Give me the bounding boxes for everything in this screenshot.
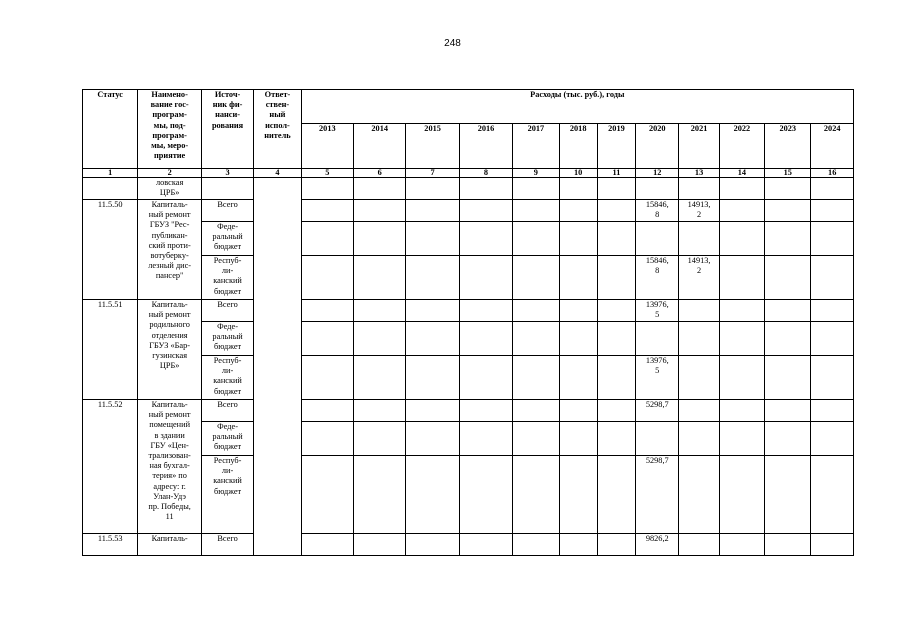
value-cell (513, 178, 559, 200)
value-cell (636, 178, 679, 200)
table-row (83, 300, 854, 322)
value-cell-2024 (811, 256, 854, 300)
value-cell (765, 178, 811, 200)
value-cell-2020: 5298,7 (636, 400, 679, 422)
column-number-3: 3 (201, 169, 253, 178)
value-cell-2018 (559, 422, 597, 456)
header-year-2016: 2016 (459, 124, 512, 169)
value-cell-2017 (513, 200, 559, 222)
value-cell-2013 (301, 222, 353, 256)
column-number-6: 6 (354, 169, 406, 178)
value-cell-2018 (559, 200, 597, 222)
value-cell-2018 (559, 456, 597, 534)
column-number-13: 13 (679, 169, 719, 178)
value-cell-2013 (301, 256, 353, 300)
value-cell-2016 (459, 456, 512, 534)
value-cell-2021: 14913, 2 (679, 200, 719, 222)
value-cell-2021 (679, 400, 719, 422)
header-status: Статус (83, 90, 138, 169)
value-cell-2014 (354, 456, 406, 534)
column-number-15: 15 (765, 169, 811, 178)
value-cell-2016 (459, 322, 512, 356)
value-cell-2024 (811, 400, 854, 422)
value-cell-2013 (301, 400, 353, 422)
value-cell-2018 (559, 400, 597, 422)
value-cell-2019 (597, 356, 635, 400)
value-cell-2017 (513, 400, 559, 422)
value-cell-2024 (811, 422, 854, 456)
value-cell (811, 178, 854, 200)
value-cell-2022 (719, 256, 764, 300)
value-cell-2023 (765, 322, 811, 356)
value-cell-2016 (459, 256, 512, 300)
source-cell: Респуб- ли- канский бюджет (201, 356, 253, 400)
column-number-7: 7 (406, 169, 459, 178)
header-source: Источ- ник фи- нанси- рования (201, 90, 253, 169)
header-year-2023: 2023 (765, 124, 811, 169)
value-cell-2021 (679, 456, 719, 534)
source-cell: Респуб- ли- канский бюджет (201, 256, 253, 300)
activity-name-cell: Капиталь- ный ремонт родильного отделения ГБУЗ «Бар- гузинская ЦРБ» (138, 300, 201, 400)
value-cell-2023 (765, 534, 811, 556)
value-cell-2014 (354, 256, 406, 300)
value-cell-2021: 14913, 2 (679, 256, 719, 300)
value-cell-2018 (559, 222, 597, 256)
source-cell-empty (201, 178, 253, 200)
value-cell-2014 (354, 300, 406, 322)
value-cell-2014 (354, 422, 406, 456)
value-cell-2023 (765, 422, 811, 456)
value-cell-2017 (513, 534, 559, 556)
value-cell-2018 (559, 534, 597, 556)
value-cell-2019 (597, 456, 635, 534)
value-cell-2023 (765, 356, 811, 400)
column-number-1: 1 (83, 169, 138, 178)
value-cell-2015 (406, 400, 459, 422)
value-cell-2019 (597, 300, 635, 322)
value-cell-2016 (459, 300, 512, 322)
value-cell (679, 178, 719, 200)
value-cell-2019 (597, 200, 635, 222)
status-cell: 11.5.50 (83, 200, 138, 300)
value-cell-2017 (513, 322, 559, 356)
header-year-2024: 2024 (811, 124, 854, 169)
value-cell-2018 (559, 300, 597, 322)
value-cell-2023 (765, 300, 811, 322)
value-cell-2024 (811, 356, 854, 400)
source-cell: Феде- ральный бюджет (201, 322, 253, 356)
value-cell-2019 (597, 322, 635, 356)
activity-name-cell: Капиталь- ный ремонт ГБУЗ "Рес- публикан- ский проти- вотуберку- лезный дис- пансер" (138, 200, 201, 300)
value-cell-2016 (459, 200, 512, 222)
value-cell-2017 (513, 222, 559, 256)
activity-name-cell: Капиталь- (138, 534, 201, 556)
value-cell-2014 (354, 200, 406, 222)
status-cell: 11.5.51 (83, 300, 138, 400)
value-cell-2013 (301, 534, 353, 556)
value-cell-2022 (719, 400, 764, 422)
value-cell-2015 (406, 322, 459, 356)
value-cell-2020: 13976, 5 (636, 356, 679, 400)
source-cell: Всего (201, 300, 253, 322)
value-cell-2022 (719, 322, 764, 356)
header-expenses: Расходы (тыс. руб.), годы (301, 90, 853, 124)
value-cell-2019 (597, 422, 635, 456)
value-cell-2017 (513, 456, 559, 534)
continuation-name: ловская ЦРБ» (138, 178, 201, 200)
value-cell-2016 (459, 534, 512, 556)
value-cell-2013 (301, 456, 353, 534)
value-cell-2015 (406, 456, 459, 534)
header-year-2022: 2022 (719, 124, 764, 169)
header-year-2020: 2020 (636, 124, 679, 169)
header-name: Наимено- вание гос- програм- мы, под- програм- мы, меро- приятие (138, 90, 201, 169)
column-number-16: 16 (811, 169, 854, 178)
header-year-2019: 2019 (597, 124, 635, 169)
value-cell-2022 (719, 456, 764, 534)
value-cell-2021 (679, 300, 719, 322)
column-number-4: 4 (254, 169, 301, 178)
value-cell-2018 (559, 256, 597, 300)
value-cell-2016 (459, 222, 512, 256)
value-cell (406, 178, 459, 200)
value-cell-2020 (636, 322, 679, 356)
value-cell-2022 (719, 222, 764, 256)
header-year-2021: 2021 (679, 124, 719, 169)
value-cell-2014 (354, 400, 406, 422)
value-cell-2022 (719, 200, 764, 222)
value-cell-2021 (679, 322, 719, 356)
value-cell-2023 (765, 222, 811, 256)
value-cell-2018 (559, 322, 597, 356)
header-year-2013: 2013 (301, 124, 353, 169)
column-number-9: 9 (513, 169, 559, 178)
column-numbers-row (83, 169, 854, 178)
value-cell-2021 (679, 356, 719, 400)
value-cell (354, 178, 406, 200)
value-cell-2017 (513, 356, 559, 400)
source-cell: Респуб- ли- канский бюджет (201, 456, 253, 534)
status-cell: 11.5.53 (83, 534, 138, 556)
value-cell (719, 178, 764, 200)
value-cell-2020: 15846, 8 (636, 256, 679, 300)
value-cell-2021 (679, 534, 719, 556)
header-year-2015: 2015 (406, 124, 459, 169)
table-row-continuation (83, 178, 854, 200)
value-cell-2015 (406, 356, 459, 400)
value-cell-2018 (559, 356, 597, 400)
value-cell-2020 (636, 422, 679, 456)
value-cell-2023 (765, 456, 811, 534)
value-cell-2024 (811, 200, 854, 222)
column-number-14: 14 (719, 169, 764, 178)
status-cell-empty (83, 178, 138, 200)
value-cell-2013 (301, 322, 353, 356)
header-year-2014: 2014 (354, 124, 406, 169)
column-number-5: 5 (301, 169, 353, 178)
value-cell-2022 (719, 356, 764, 400)
value-cell-2024 (811, 300, 854, 322)
value-cell-2013 (301, 422, 353, 456)
value-cell-2015 (406, 222, 459, 256)
value-cell-2022 (719, 422, 764, 456)
value-cell-2021 (679, 422, 719, 456)
value-cell (597, 178, 635, 200)
column-number-8: 8 (459, 169, 512, 178)
value-cell-2020 (636, 222, 679, 256)
header-row-1 (83, 90, 854, 124)
value-cell-2022 (719, 534, 764, 556)
value-cell-2015 (406, 256, 459, 300)
value-cell-2016 (459, 356, 512, 400)
value-cell-2020: 9826,2 (636, 534, 679, 556)
source-cell: Всего (201, 534, 253, 556)
value-cell-2021 (679, 222, 719, 256)
value-cell-2019 (597, 400, 635, 422)
value-cell-2014 (354, 356, 406, 400)
value-cell-2020: 15846, 8 (636, 200, 679, 222)
value-cell-2013 (301, 200, 353, 222)
column-number-11: 11 (597, 169, 635, 178)
value-cell-2014 (354, 322, 406, 356)
value-cell-2016 (459, 400, 512, 422)
value-cell (559, 178, 597, 200)
value-cell-2013 (301, 356, 353, 400)
value-cell-2015 (406, 534, 459, 556)
table-row (83, 400, 854, 422)
status-cell: 11.5.52 (83, 400, 138, 534)
activity-name-cell: Капиталь- ный ремонт помещений в здании ГБУ «Цен- трализован- ная бухгал- терия» по адресу: г. Улан-Удэ пр. Победы, 11 (138, 400, 201, 534)
page-number: 248 (444, 38, 461, 49)
source-cell: Всего (201, 400, 253, 422)
value-cell-2020: 13976, 5 (636, 300, 679, 322)
value-cell-2013 (301, 300, 353, 322)
value-cell-2015 (406, 422, 459, 456)
value-cell-2023 (765, 200, 811, 222)
value-cell (301, 178, 353, 200)
value-cell-2019 (597, 256, 635, 300)
value-cell-2016 (459, 422, 512, 456)
value-cell-2024 (811, 456, 854, 534)
value-cell-2014 (354, 222, 406, 256)
value-cell-2015 (406, 300, 459, 322)
table-row-last (83, 534, 854, 556)
value-cell-2015 (406, 200, 459, 222)
value-cell-2022 (719, 300, 764, 322)
source-cell: Феде- ральный бюджет (201, 422, 253, 456)
source-cell: Всего (201, 200, 253, 222)
column-number-12: 12 (636, 169, 679, 178)
value-cell-2024 (811, 322, 854, 356)
value-cell-2019 (597, 534, 635, 556)
budget-table (82, 89, 854, 556)
value-cell-2024 (811, 222, 854, 256)
column-number-2: 2 (138, 169, 201, 178)
value-cell-2023 (765, 256, 811, 300)
header-year-2018: 2018 (559, 124, 597, 169)
value-cell-2017 (513, 422, 559, 456)
value-cell-2017 (513, 300, 559, 322)
source-cell: Феде- ральный бюджет (201, 222, 253, 256)
value-cell-2020: 5298,7 (636, 456, 679, 534)
table-body (83, 178, 854, 556)
value-cell-2019 (597, 222, 635, 256)
header-year-2017: 2017 (513, 124, 559, 169)
header-responsible: Ответ- ствен- ный испол- нитель (254, 90, 301, 169)
value-cell-2014 (354, 534, 406, 556)
value-cell (459, 178, 512, 200)
column-number-10: 10 (559, 169, 597, 178)
responsible-cell (254, 178, 301, 556)
table-row (83, 200, 854, 222)
value-cell-2023 (765, 400, 811, 422)
value-cell-2017 (513, 256, 559, 300)
value-cell-2024 (811, 534, 854, 556)
